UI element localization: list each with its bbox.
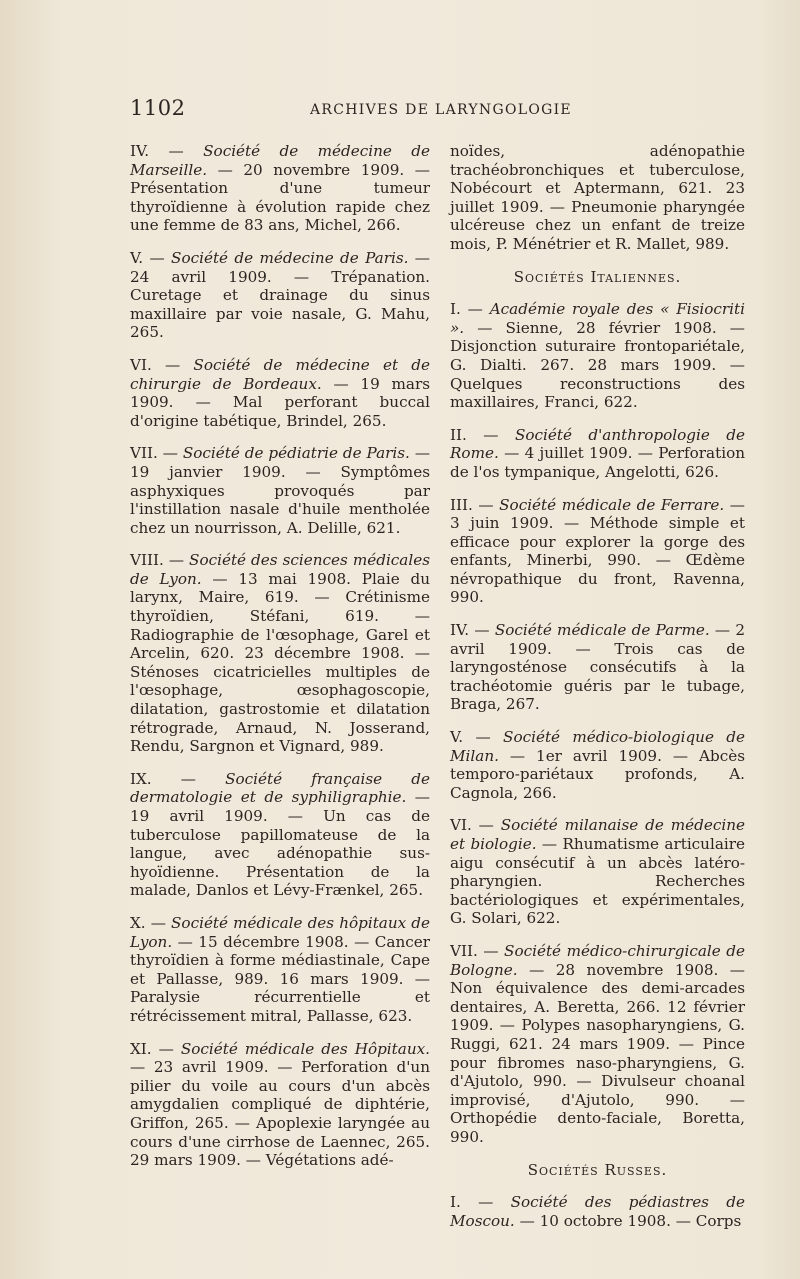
left-column (130, 142, 430, 1184)
entry: VIII. — Société des sciences médicales de Lyon. — 13 mai 1908. Plaie du larynx, Maire, 619. — Crétinisme thyroïdien, Stéfani, 619. — Radiographie de l'œsophage, Garel et Arcelin, 620. 23 décembre 1908. — Sténoses cicatricielles multiples de l'œsophage, œsophagoscopie, dilatation, gastrostomie et dilatation rétrograde, Arnaud, N. Josserand, Rendu, Sargnon et Vignard, 989. (130, 551, 430, 756)
entry: VI. — Société de médecine et de chirurgie de Bordeaux. — 19 mars 1909. — Mal perforant buccal d'origine tabétique, Brindel, 265. (130, 355, 431, 430)
entry-continuation: noïdes, adénopathie trachéobronchiques et tuberculose, Nobécourt et Aptermann, 621. 23 juillet 1909. — Pneumonie pharyngée ulcéreuse chez un enfant de treize mois, P. Ménétrier et R. Mallet, 989. (450, 142, 745, 253)
entry: I. — Société des pédiastres de Moscou. — 10 octobre 1908. — Corps (450, 1193, 745, 1230)
entry: V. — Société médico-biologique de Milan. — 1er avril 1909. — Abcès temporo-pariétaux profonds, A. Cagnola, 266. (450, 728, 746, 802)
section-heading-italian: Sociétés Italiennes. (513, 267, 682, 286)
entry: IV. — Société de médecine de Marseille. — 20 novembre 1909. — Présentation d'une tumeur thyroïdienne à évolution rapide chez une femme de 83 ans, Michel, 266. (130, 142, 430, 235)
entry: X. — Société médicale des hôpitaux de Lyon. — 15 décembre 1908. — Cancer thyroïdien à forme médiastinale, Cape et Pallasse, 989. 16 mars 1909. — Paralysie récurrentielle et rétrécissement mitral, Pallasse, 623. (130, 913, 431, 1025)
page-number: 1102 (130, 96, 186, 120)
entry: VII. — Société de pédiatrie de Paris. — 19 janvier 1909. — Symptômes asphyxiques provoqués par l'instillation nasale d'huile mentholée chez un nourrisson, A. Delille, 621. (130, 444, 431, 537)
entry: VI. — Société milanaise de médecine et biologie. — Rhumatisme articulaire aigu consécutif à un abcès latéro-pharyngien. Recherches bactériologiques et expérimentales, G. Solari, 622. (450, 816, 746, 928)
running-head: ARCHIVES DE LARYNGOLOGIE (310, 102, 572, 118)
entry: V. — Société de médecine de Paris. — 24 avril 1909. — Trépanation. Curetage et drainage du sinus maxillaire par voie nasale, G. Mahu, 265. (130, 248, 430, 342)
entry: I. — Académie royale des « Fisiocriti ». — Sienne, 28 février 1908. — Disjonction suturaire frontopariétale, G. Dialti. 267. 28 mars 1909. — Quelques reconstructions des maxillaires, Franci, 622. (450, 300, 746, 412)
entry: IV. — Société médicale de Parme. — 2 avril 1909. — Trois cas de laryngosténose consécutifs à la trachéotomie guéris par le tubage, Braga, 267. (450, 621, 745, 714)
section-heading-russian: Sociétés Russes. (527, 1160, 668, 1179)
entry: VII. — Société médico-chirurgicale de Bologne. — 28 novembre 1908. — Non équivalence des demi-arcades dentaires, A. Beretta, 266. 12 février 1909. — Polypes nasopharyngiens, G. Ruggi, 621. 24 mars 1909. — Pince pour fibromes naso-pharyngiens, G. d'Ajutolo, 990. — Divulseur choanal improvisé, d'Ajutolo, 990. — Orthopédie dento-faciale, Boretta, 990. (450, 941, 745, 1146)
entry: IX. — Société française de dermatologie et de syphiligraphie. — 19 avril 1909. — Un cas de tuberculose papillomateuse de la langue, avec adénopathie sus-hyoïdienne. Présentation de la malade, Danlos et Lévy-Frænkel, 265. (130, 769, 430, 900)
entry: XI. — Société médicale des Hôpitaux. — 23 avril 1909. — Perforation d'un pilier du voile au cours d'un abcès amygdalien compliqué de diphtérie, Griffon, 265. — Apoplexie laryngée au cours d'une cirrhose de Laennec, 265. 29 mars 1909. — Végétations adé- (130, 1039, 430, 1170)
entry: II. — Société d'anthropologie de Rome. — 4 juillet 1909. — Perforation de l'os tympanique, Angelotti, 626. (450, 425, 746, 481)
entry: III. — Société médicale de Ferrare. — 3 juin 1909. — Méthode simple et efficace pour explorer la gorge des enfants, Minerbi, 990. — Œdème névropathique du front, Ravenna, 990. (450, 495, 745, 607)
page-header (130, 96, 730, 124)
right-column (450, 142, 745, 1244)
